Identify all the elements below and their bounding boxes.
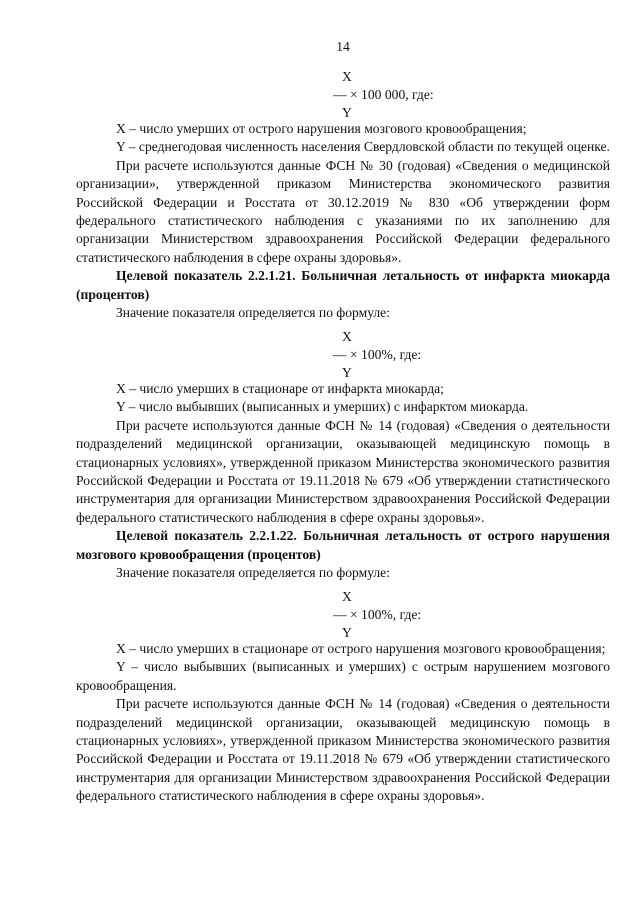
formula-numerator: X [342,589,352,604]
formula-intro: Значение показателя определяется по формуле: [116,305,390,321]
source-paragraph: При расчете используются данные ФСН № 14 (годовая) «Сведения о деятельности подразделений медицинской организации, оказывающей медицинскую помощь в стационарных условиях», утвержденной приказом Министерства экономического развития Российской Федерации и Росстата от 19.11.2018 № 679 «Об утверждении статистического инструментария для организации Министерством здравоохранения Российской Федерации федерального статистического наблюдения в сфере охраны здоровья». [76,417,610,525]
indicator-heading: Целевой показатель 2.2.1.22. Больничная летальность от острого нарушения мозгового кровообращения (процентов) [76,528,610,562]
formula-denominator: Y [342,625,352,640]
indicator-heading: Целевой показатель 2.2.1.21. Больничная летальность от инфаркта миокарда (процентов) [76,268,610,302]
definition-x: X – число умерших в стационаре от инфаркта миокарда; [116,381,444,396]
definition-y: Y – число выбывших (выписанных и умерших) с инфарктом миокарда. [116,399,529,415]
formula-intro: Значение показателя определяется по формуле: [116,565,390,581]
formula-denominator: Y [342,105,352,120]
formula-denominator: Y [342,365,352,380]
source-paragraph: При расчете используются данные ФСН № 30 (годовая) «Сведения о медицинской организации», утвержденной приказом Министерства экономического развития Российской Федерации и Росстата от 30.12.2019 № 830 «Об утверждении форм федерального статистического наблюдения с указаниями по их заполнению для организации Министерством здравоохранения Российской Федерации федерального статистического наблюдения в сфере охраны здоровья». [76,157,610,265]
section-2-body [76,380,610,582]
page-number: 14 [336,39,350,54]
definition-y: Y – среднегодовая численность населения Свердловской области по текущей оценке. [116,139,610,155]
section-3-body [76,640,610,806]
section-1-body [76,120,610,322]
source-paragraph: При расчете используются данные ФСН № 14 (годовая) «Сведения о деятельности подразделений медицинской организации, оказывающей медицинскую помощь в стационарных условиях», утвержденной приказом Министерства экономического развития Российской Федерации и Росстата от 19.11.2018 № 679 «Об утверждении статистического инструментария для организации Министерством здравоохранения Российской Федерации федерального статистического наблюдения в сфере охраны здоровья». [76,696,610,804]
formula-numerator: X [342,329,352,344]
definition-x: X – число умерших в стационаре от острого нарушения мозгового кровообращения; [116,641,606,656]
definition-x: X – число умерших от острого нарушения мозгового кровообращения; [116,121,527,136]
formula-operator: — × 100%, где: [333,347,422,362]
formula-operator: — × 100%, где: [333,607,422,622]
definition-y: Y – число выбывших (выписанных и умерших) с острым нарушением мозгового кровообращения. [76,659,610,693]
formula-operator: — × 100 000, где: [333,87,434,102]
formula-numerator: X [342,69,352,84]
